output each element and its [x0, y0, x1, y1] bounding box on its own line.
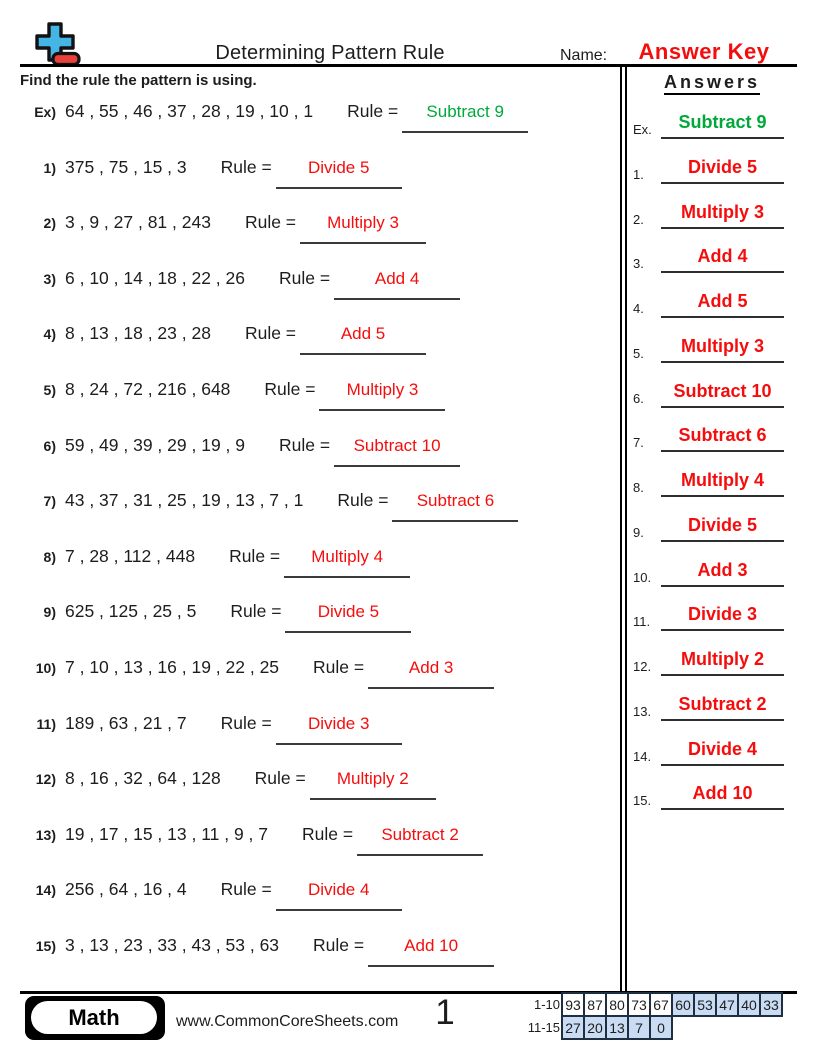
answer-number: 12. — [633, 659, 652, 674]
problem-number: 8) — [43, 548, 56, 565]
math-badge-label: Math — [31, 1001, 157, 1034]
rule-label: Rule = — [244, 323, 297, 344]
rule-label: Rule = — [337, 490, 389, 511]
problem-number: 15) — [35, 938, 56, 954]
problem-row — [28, 601, 411, 633]
problem-row — [28, 435, 460, 467]
score-cell: 53 — [693, 992, 717, 1017]
answer-number: Ex. — [633, 122, 652, 137]
answer-value: Subtract 2 — [661, 694, 784, 721]
score-cell: 47 — [715, 992, 739, 1017]
answers-panel — [620, 67, 797, 992]
answer-value: Divide 5 — [661, 157, 784, 184]
problem-sequence: 7 , 28 , 112 , 448 — [65, 545, 196, 566]
answer-value: Subtract 10 — [661, 381, 784, 408]
answer-number: 13. — [633, 703, 652, 719]
rule-answer-blank: Multiply 3 — [319, 380, 445, 411]
rule-label: Rule = — [264, 379, 316, 399]
answer-row — [633, 470, 784, 497]
answer-value: Multiply 2 — [661, 649, 784, 676]
answer-number: 7. — [633, 435, 644, 451]
answer-value: Add 3 — [661, 560, 784, 587]
score-cell: 80 — [605, 992, 629, 1017]
problem-row — [28, 212, 426, 244]
problem-row — [28, 879, 402, 911]
score-row-label: 1-10 — [533, 997, 560, 1012]
problem-row — [28, 768, 436, 800]
answer-row — [633, 515, 784, 542]
worksheet-title: Determining Pattern Rule — [215, 42, 445, 64]
instructions-text: Find the rule the pattern is using. — [20, 72, 257, 89]
problem-sequence: 8 , 13 , 18 , 23 , 28 — [65, 323, 211, 344]
problem-number: 13) — [35, 826, 56, 843]
problem-number: 5) — [43, 382, 56, 398]
rule-answer-blank: Subtract 6 — [392, 491, 518, 522]
answer-value: Subtract 6 — [661, 425, 784, 452]
problem-row — [28, 935, 494, 967]
rule-answer-blank: Multiply 3 — [300, 213, 426, 244]
rule-label: Rule = — [244, 212, 297, 233]
rule-label: Rule = — [313, 935, 365, 955]
problem-sequence: 7 , 10 , 13 , 16 , 19 , 22 , 25 — [65, 657, 280, 677]
problem-row — [28, 713, 402, 745]
score-cell: 60 — [671, 992, 695, 1017]
answer-row — [633, 694, 784, 721]
rule-label: Rule = — [220, 156, 272, 177]
answer-row — [633, 783, 784, 810]
problem-sequence: 43 , 37 , 31 , 25 , 19 , 13 , 7 , 1 — [65, 490, 304, 511]
problem-row — [28, 268, 460, 300]
answer-number: 11. — [633, 614, 651, 630]
score-row-label: 11-15 — [527, 1020, 560, 1035]
commoncoresheets-logo — [33, 22, 81, 68]
problem-row — [28, 157, 402, 189]
answer-number: 2. — [633, 211, 644, 227]
rule-answer-blank: Divide 4 — [276, 880, 402, 911]
problem-number: Ex) — [34, 104, 56, 120]
rule-answer-blank: Divide 3 — [276, 714, 402, 745]
answer-number: 9. — [633, 524, 644, 540]
rule-answer-blank: Multiply 4 — [284, 547, 410, 578]
minus-icon — [53, 54, 79, 65]
problem-number: 7) — [43, 493, 56, 510]
rule-label: Rule = — [220, 712, 272, 733]
rule-label: Rule = — [230, 601, 282, 622]
answer-number: 1. — [633, 166, 644, 182]
rule-answer-blank: Add 5 — [300, 324, 426, 355]
answers-title: Answers — [627, 72, 797, 93]
rule-answer-blank: Subtract 2 — [357, 825, 483, 856]
score-cell: 67 — [649, 992, 673, 1017]
answer-value: Multiply 3 — [661, 336, 784, 363]
answer-row — [633, 157, 784, 184]
rule-label: Rule = — [313, 657, 365, 677]
answer-row — [633, 112, 784, 139]
answer-value: Divide 3 — [661, 604, 784, 631]
answer-row — [633, 336, 784, 363]
problem-number: 9) — [43, 604, 56, 621]
problem-sequence: 8 , 24 , 72 , 216 , 648 — [65, 379, 231, 399]
problem-row — [28, 824, 483, 856]
answer-row — [633, 291, 784, 318]
problem-number: 2) — [43, 215, 56, 232]
page-number: 1 — [435, 993, 455, 1032]
rule-answer-blank: Divide 5 — [276, 158, 402, 189]
problem-sequence: 625 , 125 , 25 , 5 — [65, 601, 197, 622]
score-cell: 27 — [561, 1015, 585, 1040]
score-cell: 0 — [649, 1015, 673, 1040]
score-cell: 7 — [627, 1015, 651, 1040]
problem-sequence: 59 , 49 , 39 , 29 , 19 , 9 — [65, 434, 245, 455]
rule-label: Rule = — [229, 545, 281, 566]
score-cell: 33 — [759, 992, 783, 1017]
problem-number: 6) — [43, 437, 56, 454]
problem-sequence: 6 , 10 , 14 , 18 , 22 , 26 — [65, 267, 245, 288]
score-table — [525, 992, 783, 1040]
rule-label: Rule = — [220, 879, 272, 900]
answer-row — [633, 246, 784, 273]
problem-number: 12) — [35, 771, 56, 788]
score-cell: 13 — [605, 1015, 629, 1040]
problem-number: 3) — [43, 270, 56, 287]
problem-row — [28, 323, 426, 355]
score-cell: 87 — [583, 992, 607, 1017]
rule-answer-blank: Divide 5 — [285, 602, 411, 633]
rule-label: Rule = — [302, 823, 354, 844]
name-label: Name: — [560, 47, 608, 64]
problem-row — [28, 379, 445, 411]
rule-answer-blank: Subtract 10 — [334, 436, 460, 467]
answer-row — [633, 560, 784, 587]
rule-answer-blank: Add 4 — [334, 269, 460, 300]
problem-number: 14) — [35, 882, 56, 899]
answer-number: 5. — [633, 345, 644, 361]
answer-number: 15. — [633, 793, 652, 809]
rule-answer-blank: Subtract 9 — [402, 102, 528, 133]
score-cell: 20 — [583, 1015, 607, 1040]
answer-number: 3. — [633, 256, 644, 272]
answer-value: Divide 5 — [661, 515, 784, 542]
problem-sequence: 3 , 13 , 23 , 33 , 43 , 53 , 63 — [65, 935, 280, 955]
problem-number: 11) — [36, 715, 56, 732]
problem-row — [28, 546, 410, 578]
problem-row — [28, 490, 518, 522]
rule-label: Rule = — [279, 434, 331, 455]
answer-number: 4. — [633, 301, 644, 316]
rule-answer-blank: Add 10 — [368, 936, 494, 967]
problem-sequence: 64 , 55 , 46 , 37 , 28 , 19 , 10 , 1 — [65, 101, 314, 121]
answer-row — [633, 649, 784, 676]
answer-row — [633, 604, 784, 631]
answer-value: Add 10 — [661, 783, 784, 810]
problem-row — [28, 101, 528, 133]
website-link[interactable]: www.CommonCoreSheets.com — [176, 1013, 399, 1030]
answer-value: Divide 4 — [661, 739, 784, 766]
score-cell: 40 — [737, 992, 761, 1017]
score-row — [525, 992, 783, 1017]
score-row — [525, 1015, 783, 1040]
answer-value: Multiply 3 — [661, 202, 784, 229]
answer-value: Add 5 — [661, 291, 784, 318]
answer-number: 14. — [633, 748, 652, 764]
answer-value: Add 4 — [661, 246, 784, 273]
problem-sequence: 8 , 16 , 32 , 64 , 128 — [65, 768, 221, 789]
answer-number: 8. — [633, 480, 644, 495]
answer-row — [633, 739, 784, 766]
problem-number: 10) — [35, 660, 56, 676]
answer-row — [633, 425, 784, 452]
problem-sequence: 3 , 9 , 27 , 81 , 243 — [65, 212, 211, 233]
answer-number: 6. — [633, 390, 644, 406]
answer-value: Subtract 9 — [661, 112, 784, 139]
math-badge — [25, 996, 165, 1040]
rule-label: Rule = — [254, 768, 306, 789]
answer-key-text: Answer Key — [638, 39, 770, 64]
answer-row — [633, 381, 784, 408]
answer-value: Multiply 4 — [661, 470, 784, 497]
problem-sequence: 256 , 64 , 16 , 4 — [65, 879, 187, 900]
problem-sequence: 19 , 17 , 15 , 13 , 11 , 9 , 7 — [65, 823, 269, 844]
problem-sequence: 189 , 63 , 21 , 7 — [65, 712, 187, 733]
score-cell: 93 — [561, 992, 585, 1017]
rule-answer-blank: Add 3 — [368, 658, 494, 689]
rule-label: Rule = — [347, 101, 399, 121]
answer-row — [633, 202, 784, 229]
rule-label: Rule = — [279, 267, 331, 288]
problem-number: 4) — [43, 326, 56, 343]
problem-row — [28, 657, 494, 689]
rule-answer-blank: Multiply 2 — [310, 769, 436, 800]
problem-number: 1) — [43, 159, 56, 176]
score-cell: 73 — [627, 992, 651, 1017]
problem-sequence: 375 , 75 , 15 , 3 — [65, 156, 187, 177]
answer-number: 10. — [633, 569, 652, 585]
